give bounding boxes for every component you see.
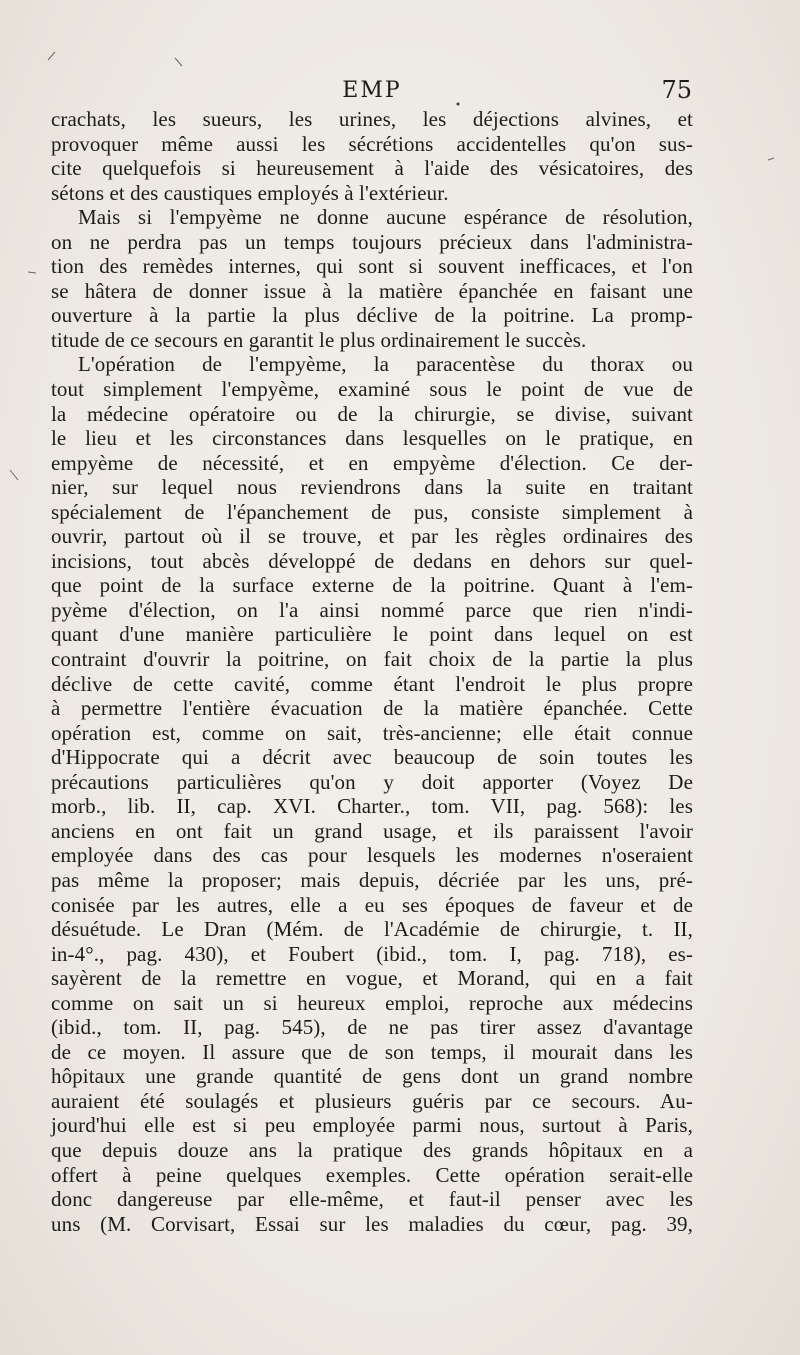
text-line: employée dans des cas pour lesquels les modernes n'oseraient <box>51 843 693 868</box>
text-line: la médecine opératoire ou de la chirurgie, se divise, suivant <box>51 401 693 426</box>
text-line: comme on sait un si heureux emploi, reproche aux médecins <box>51 990 693 1015</box>
text-line: uns (M. Corvisart, Essai sur les maladies du cœur, pag. 39, <box>51 1211 693 1236</box>
text-line: ouvrir, partout où il se trouve, et par les règles ordinaires des <box>51 524 693 549</box>
page-number: 75 <box>661 76 692 104</box>
text-line: à permettre l'entière évacuation de la matière épanchée. Cette <box>51 696 693 721</box>
text-line: (ibid., tom. II, pag. 545), de ne pas tirer assez d'avantage <box>51 1015 693 1040</box>
text-line: incisions, tout abcès développé de dedans en dehors sur quel- <box>51 548 693 573</box>
text-line: que point de la surface externe de la poitrine. Quant à l'em- <box>51 573 693 598</box>
text-line: provoquer même aussi les sécrétions accidentelles qu'on sus- <box>51 131 693 156</box>
body-text <box>51 107 693 1236</box>
text-line: déclive de cette cavité, comme étant l'endroit le plus propre <box>51 671 693 696</box>
text-line: titude de ce secours en garantit le plus ordinairement le succès. <box>51 327 587 352</box>
text-line: crachats, les sueurs, les urines, les déjections alvines, et <box>51 107 693 131</box>
page-header <box>52 78 692 110</box>
text-line: on ne perdra pas un temps toujours précieux dans l'administra- <box>51 229 693 254</box>
text-line: conisée par les autres, elle a eu ses époques de faveur et de <box>51 892 693 917</box>
text-line: hôpitaux une grande quantité de gens dont un grand nombre <box>51 1064 693 1089</box>
running-head: EMP <box>342 78 402 103</box>
text-line: L'opération de l'empyème, la paracentèse du thorax ou <box>78 352 693 377</box>
text-line: empyème de nécessité, et en empyème d'élection. Ce der- <box>51 450 693 475</box>
text-line: que depuis douze ans la pratique des grands hôpitaux en a <box>51 1137 693 1162</box>
text-line: morb., lib. II, cap. XVI. Charter., tom. VII, pag. 568): les <box>51 794 693 819</box>
text-line: nier, sur lequel nous reviendrons dans la suite en traitant <box>51 475 693 500</box>
text-line: tout simplement l'empyème, examiné sous le point de vue de <box>51 377 693 402</box>
text-line: sayèrent de la remettre en vogue, et Morand, qui en a fait <box>51 966 693 991</box>
text-line: auraient été soulagés et plusieurs guéris par ce secours. Au- <box>51 1088 693 1113</box>
text-line: pyème d'élection, on l'a ainsi nommé parce que rien n'indi- <box>51 597 693 622</box>
text-line: contraint d'ouvrir la poitrine, on fait choix de la partie la plus <box>51 647 693 672</box>
text-line: pas même la proposer; mais depuis, décriée par les uns, pré- <box>51 867 693 892</box>
text-line: de ce moyen. Il assure que de son temps, il mourait dans les <box>51 1039 693 1064</box>
text-line: jourd'hui elle est si peu employée parmi nous, surtout à Paris, <box>51 1113 693 1138</box>
text-line: le lieu et les circonstances dans lesquelles on le pratique, en <box>51 426 693 451</box>
text-line: in-4°., pag. 430), et Foubert (ibid., tom. I, pag. 718), es- <box>51 941 693 966</box>
text-line: désuétude. Le Dran (Mém. de l'Académie de chirurgie, t. II, <box>51 917 693 942</box>
text-line: cite quelquefois si heureusement à l'aide des vésicatoires, des <box>51 156 693 181</box>
text-line: spécialement de l'épanchement de pus, consiste simplement à <box>51 499 693 524</box>
text-line: sétons et des caustiques employés à l'extérieur. <box>51 180 449 205</box>
text-line: Mais si l'empyème ne donne aucune espérance de résolution, <box>78 205 693 230</box>
text-line: d'Hippocrate qui a décrit avec beaucoup de soin toutes les <box>51 745 693 770</box>
text-line: quant d'une manière particulière le point dans lequel on est <box>51 622 693 647</box>
text-line: tion des remèdes internes, qui sont si souvent inefficaces, et l'on <box>51 254 693 279</box>
text-line: offert à peine quelques exemples. Cette opération serait-elle <box>51 1162 693 1187</box>
text-line: ouverture à la partie la plus déclive de la poitrine. La promp- <box>51 303 693 328</box>
text-line: donc dangereuse par elle-même, et faut-il penser avec les <box>51 1187 693 1212</box>
text-line: anciens en ont fait un grand usage, et ils paraissent l'avoir <box>51 818 693 843</box>
text-line: précautions particulières qu'on y doit apporter (Voyez De <box>51 769 693 794</box>
text-line: se hâtera de donner issue à la matière épanchée en faisant une <box>51 278 693 303</box>
text-line: opération est, comme on sait, très-ancienne; elle était connue <box>51 720 693 745</box>
